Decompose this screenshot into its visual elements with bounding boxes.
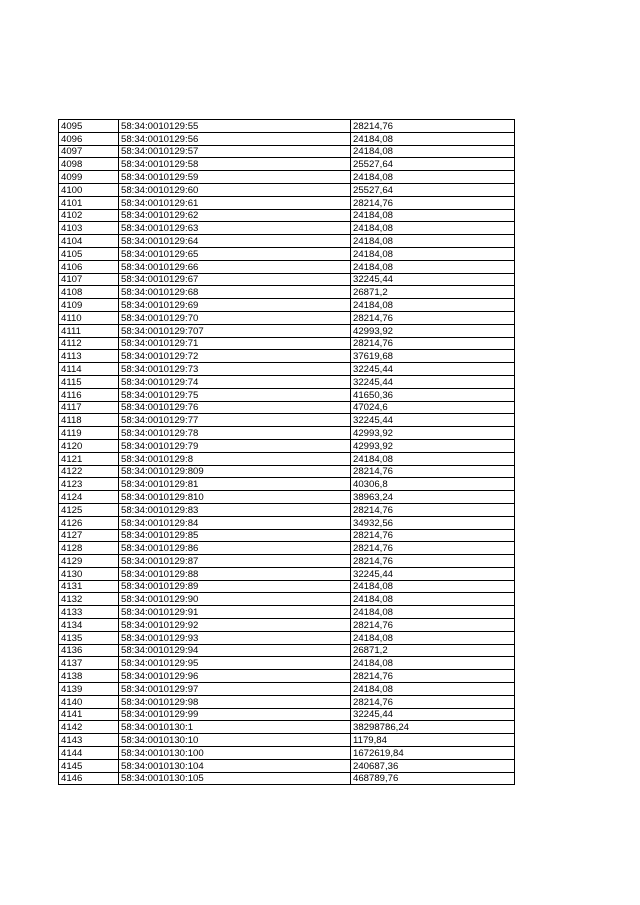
row-number-cell: 4099 <box>59 171 119 184</box>
value-cell: 28214,76 <box>351 311 515 324</box>
cadastral-number-cell: 58:34:0010129:60 <box>119 183 351 196</box>
value-cell: 1672619,84 <box>351 747 515 760</box>
value-cell: 24184,08 <box>351 593 515 606</box>
table-row <box>59 555 515 568</box>
value-cell: 24184,08 <box>351 260 515 273</box>
table-row <box>59 375 515 388</box>
table-row <box>59 695 515 708</box>
row-number-cell: 4144 <box>59 747 119 760</box>
table-row <box>59 452 515 465</box>
table-row <box>59 491 515 504</box>
value-cell: 32245,44 <box>351 273 515 286</box>
table-row <box>59 350 515 363</box>
value-cell: 25527,64 <box>351 158 515 171</box>
value-cell: 24184,08 <box>351 299 515 312</box>
row-number-cell: 4119 <box>59 427 119 440</box>
row-number-cell: 4112 <box>59 337 119 350</box>
cadastral-number-cell: 58:34:0010129:61 <box>119 196 351 209</box>
row-number-cell: 4111 <box>59 324 119 337</box>
cadastral-number-cell: 58:34:0010129:74 <box>119 375 351 388</box>
cadastral-number-cell: 58:34:0010129:93 <box>119 631 351 644</box>
cadastral-number-cell: 58:34:0010129:81 <box>119 478 351 491</box>
cadastral-number-cell: 58:34:0010129:98 <box>119 695 351 708</box>
cadastral-number-cell: 58:34:0010129:78 <box>119 427 351 440</box>
row-number-cell: 4145 <box>59 759 119 772</box>
table-row <box>59 196 515 209</box>
row-number-cell: 4098 <box>59 158 119 171</box>
table-row <box>59 708 515 721</box>
value-cell: 26871,2 <box>351 286 515 299</box>
table-row <box>59 567 515 580</box>
value-cell: 24184,08 <box>351 683 515 696</box>
value-cell: 24184,08 <box>351 631 515 644</box>
cadastral-number-cell: 58:34:0010129:71 <box>119 337 351 350</box>
value-cell: 24184,08 <box>351 452 515 465</box>
cadastral-number-cell: 58:34:0010129:79 <box>119 439 351 452</box>
row-number-cell: 4137 <box>59 657 119 670</box>
table-row <box>59 772 515 785</box>
row-number-cell: 4139 <box>59 683 119 696</box>
row-number-cell: 4140 <box>59 695 119 708</box>
value-cell: 47024,6 <box>351 401 515 414</box>
cadastral-number-cell: 58:34:0010129:56 <box>119 132 351 145</box>
row-number-cell: 4115 <box>59 375 119 388</box>
cadastral-number-cell: 58:34:0010129:96 <box>119 670 351 683</box>
value-cell: 32245,44 <box>351 567 515 580</box>
cadastral-number-cell: 58:34:0010130:105 <box>119 772 351 785</box>
table-row <box>59 235 515 248</box>
table-row <box>59 657 515 670</box>
table-row <box>59 145 515 158</box>
row-number-cell: 4125 <box>59 503 119 516</box>
row-number-cell: 4108 <box>59 286 119 299</box>
cadastral-number-cell: 58:34:0010129:99 <box>119 708 351 721</box>
cadastral-number-cell: 58:34:0010129:76 <box>119 401 351 414</box>
cadastral-number-cell: 58:34:0010129:70 <box>119 311 351 324</box>
cadastral-number-cell: 58:34:0010129:90 <box>119 593 351 606</box>
table-row <box>59 324 515 337</box>
row-number-cell: 4120 <box>59 439 119 452</box>
value-cell: 38963,24 <box>351 491 515 504</box>
value-cell: 28214,76 <box>351 120 515 133</box>
value-cell: 38298786,24 <box>351 721 515 734</box>
value-cell: 1179,84 <box>351 734 515 747</box>
table-row <box>59 299 515 312</box>
value-cell: 28214,76 <box>351 670 515 683</box>
value-cell: 28214,76 <box>351 465 515 478</box>
value-cell: 24184,08 <box>351 235 515 248</box>
value-cell: 28214,76 <box>351 503 515 516</box>
spreadsheet-page <box>58 119 515 785</box>
value-cell: 42993,92 <box>351 439 515 452</box>
table-row <box>59 132 515 145</box>
row-number-cell: 4126 <box>59 516 119 529</box>
value-cell: 26871,2 <box>351 644 515 657</box>
table-row <box>59 247 515 260</box>
table-row <box>59 670 515 683</box>
value-cell: 32245,44 <box>351 708 515 721</box>
value-cell: 28214,76 <box>351 542 515 555</box>
row-number-cell: 4128 <box>59 542 119 555</box>
value-cell: 32245,44 <box>351 414 515 427</box>
row-number-cell: 4113 <box>59 350 119 363</box>
row-number-cell: 4136 <box>59 644 119 657</box>
row-number-cell: 4138 <box>59 670 119 683</box>
table-body <box>59 120 515 785</box>
value-cell: 240687,36 <box>351 759 515 772</box>
row-number-cell: 4127 <box>59 529 119 542</box>
cadastral-number-cell: 58:34:0010129:72 <box>119 350 351 363</box>
row-number-cell: 4146 <box>59 772 119 785</box>
table-row <box>59 286 515 299</box>
row-number-cell: 4133 <box>59 606 119 619</box>
table-row <box>59 631 515 644</box>
cadastral-number-cell: 58:34:0010129:69 <box>119 299 351 312</box>
cadastral-number-cell: 58:34:0010129:55 <box>119 120 351 133</box>
table-row <box>59 337 515 350</box>
row-number-cell: 4095 <box>59 120 119 133</box>
cadastral-number-cell: 58:34:0010129:707 <box>119 324 351 337</box>
row-number-cell: 4124 <box>59 491 119 504</box>
table-row <box>59 401 515 414</box>
table-row <box>59 593 515 606</box>
table-row <box>59 439 515 452</box>
value-cell: 24184,08 <box>351 171 515 184</box>
cadastral-number-cell: 58:34:0010129:91 <box>119 606 351 619</box>
cadastral-number-cell: 58:34:0010130:104 <box>119 759 351 772</box>
value-cell: 24184,08 <box>351 657 515 670</box>
cadastral-number-cell: 58:34:0010129:88 <box>119 567 351 580</box>
value-cell: 24184,08 <box>351 247 515 260</box>
table-row <box>59 273 515 286</box>
value-cell: 28214,76 <box>351 337 515 350</box>
value-cell: 32245,44 <box>351 375 515 388</box>
table-row <box>59 427 515 440</box>
table-row <box>59 683 515 696</box>
table-row <box>59 580 515 593</box>
value-cell: 24184,08 <box>351 209 515 222</box>
table-row <box>59 516 515 529</box>
table-row <box>59 414 515 427</box>
value-cell: 28214,76 <box>351 555 515 568</box>
cadastral-number-cell: 58:34:0010129:65 <box>119 247 351 260</box>
value-cell: 28214,76 <box>351 196 515 209</box>
row-number-cell: 4142 <box>59 721 119 734</box>
cadastral-number-cell: 58:34:0010129:64 <box>119 235 351 248</box>
table-row <box>59 478 515 491</box>
cadastral-number-cell: 58:34:0010129:59 <box>119 171 351 184</box>
row-number-cell: 4130 <box>59 567 119 580</box>
value-cell: 42993,92 <box>351 324 515 337</box>
table-row <box>59 465 515 478</box>
cadastral-number-cell: 58:34:0010129:95 <box>119 657 351 670</box>
row-number-cell: 4096 <box>59 132 119 145</box>
value-cell: 24184,08 <box>351 222 515 235</box>
table-row <box>59 747 515 760</box>
row-number-cell: 4102 <box>59 209 119 222</box>
table-row <box>59 734 515 747</box>
table-row <box>59 644 515 657</box>
table-row <box>59 363 515 376</box>
row-number-cell: 4129 <box>59 555 119 568</box>
cadastral-number-cell: 58:34:0010129:63 <box>119 222 351 235</box>
value-cell: 24184,08 <box>351 132 515 145</box>
value-cell: 468789,76 <box>351 772 515 785</box>
row-number-cell: 4141 <box>59 708 119 721</box>
cadastral-number-cell: 58:34:0010130:100 <box>119 747 351 760</box>
row-number-cell: 4123 <box>59 478 119 491</box>
row-number-cell: 4101 <box>59 196 119 209</box>
value-cell: 28214,76 <box>351 695 515 708</box>
row-number-cell: 4135 <box>59 631 119 644</box>
cadastral-number-cell: 58:34:0010129:62 <box>119 209 351 222</box>
data-table <box>58 119 515 785</box>
table-row <box>59 120 515 133</box>
cadastral-number-cell: 58:34:0010129:87 <box>119 555 351 568</box>
cadastral-number-cell: 58:34:0010129:810 <box>119 491 351 504</box>
table-row <box>59 260 515 273</box>
row-number-cell: 4107 <box>59 273 119 286</box>
value-cell: 41650,36 <box>351 388 515 401</box>
cadastral-number-cell: 58:34:0010129:67 <box>119 273 351 286</box>
row-number-cell: 4121 <box>59 452 119 465</box>
value-cell: 24184,08 <box>351 145 515 158</box>
row-number-cell: 4118 <box>59 414 119 427</box>
value-cell: 24184,08 <box>351 580 515 593</box>
row-number-cell: 4104 <box>59 235 119 248</box>
cadastral-number-cell: 58:34:0010129:73 <box>119 363 351 376</box>
row-number-cell: 4143 <box>59 734 119 747</box>
table-row <box>59 503 515 516</box>
row-number-cell: 4106 <box>59 260 119 273</box>
table-row <box>59 619 515 632</box>
table-row <box>59 158 515 171</box>
cadastral-number-cell: 58:34:0010129:94 <box>119 644 351 657</box>
value-cell: 28214,76 <box>351 529 515 542</box>
table-row <box>59 171 515 184</box>
cadastral-number-cell: 58:34:0010129:68 <box>119 286 351 299</box>
row-number-cell: 4109 <box>59 299 119 312</box>
table-row <box>59 759 515 772</box>
row-number-cell: 4105 <box>59 247 119 260</box>
cadastral-number-cell: 58:34:0010129:57 <box>119 145 351 158</box>
value-cell: 37619,68 <box>351 350 515 363</box>
cadastral-number-cell: 58:34:0010129:89 <box>119 580 351 593</box>
cadastral-number-cell: 58:34:0010130:10 <box>119 734 351 747</box>
row-number-cell: 4110 <box>59 311 119 324</box>
table-row <box>59 721 515 734</box>
value-cell: 25527,64 <box>351 183 515 196</box>
table-row <box>59 209 515 222</box>
row-number-cell: 4132 <box>59 593 119 606</box>
cadastral-number-cell: 58:34:0010129:83 <box>119 503 351 516</box>
table-row <box>59 183 515 196</box>
row-number-cell: 4134 <box>59 619 119 632</box>
cadastral-number-cell: 58:34:0010129:92 <box>119 619 351 632</box>
cadastral-number-cell: 58:34:0010129:75 <box>119 388 351 401</box>
cadastral-number-cell: 58:34:0010129:66 <box>119 260 351 273</box>
row-number-cell: 4122 <box>59 465 119 478</box>
cadastral-number-cell: 58:34:0010129:809 <box>119 465 351 478</box>
value-cell: 42993,92 <box>351 427 515 440</box>
row-number-cell: 4097 <box>59 145 119 158</box>
cadastral-number-cell: 58:34:0010129:85 <box>119 529 351 542</box>
value-cell: 24184,08 <box>351 606 515 619</box>
table-row <box>59 388 515 401</box>
table-row <box>59 606 515 619</box>
cadastral-number-cell: 58:34:0010129:8 <box>119 452 351 465</box>
row-number-cell: 4131 <box>59 580 119 593</box>
table-row <box>59 529 515 542</box>
row-number-cell: 4103 <box>59 222 119 235</box>
cadastral-number-cell: 58:34:0010129:84 <box>119 516 351 529</box>
cadastral-number-cell: 58:34:0010129:58 <box>119 158 351 171</box>
cadastral-number-cell: 58:34:0010129:97 <box>119 683 351 696</box>
cadastral-number-cell: 58:34:0010129:86 <box>119 542 351 555</box>
table-row <box>59 542 515 555</box>
row-number-cell: 4114 <box>59 363 119 376</box>
row-number-cell: 4117 <box>59 401 119 414</box>
value-cell: 40306,8 <box>351 478 515 491</box>
row-number-cell: 4116 <box>59 388 119 401</box>
row-number-cell: 4100 <box>59 183 119 196</box>
cadastral-number-cell: 58:34:0010129:77 <box>119 414 351 427</box>
value-cell: 34932,56 <box>351 516 515 529</box>
table-row <box>59 222 515 235</box>
value-cell: 32245,44 <box>351 363 515 376</box>
table-row <box>59 311 515 324</box>
value-cell: 28214,76 <box>351 619 515 632</box>
cadastral-number-cell: 58:34:0010130:1 <box>119 721 351 734</box>
